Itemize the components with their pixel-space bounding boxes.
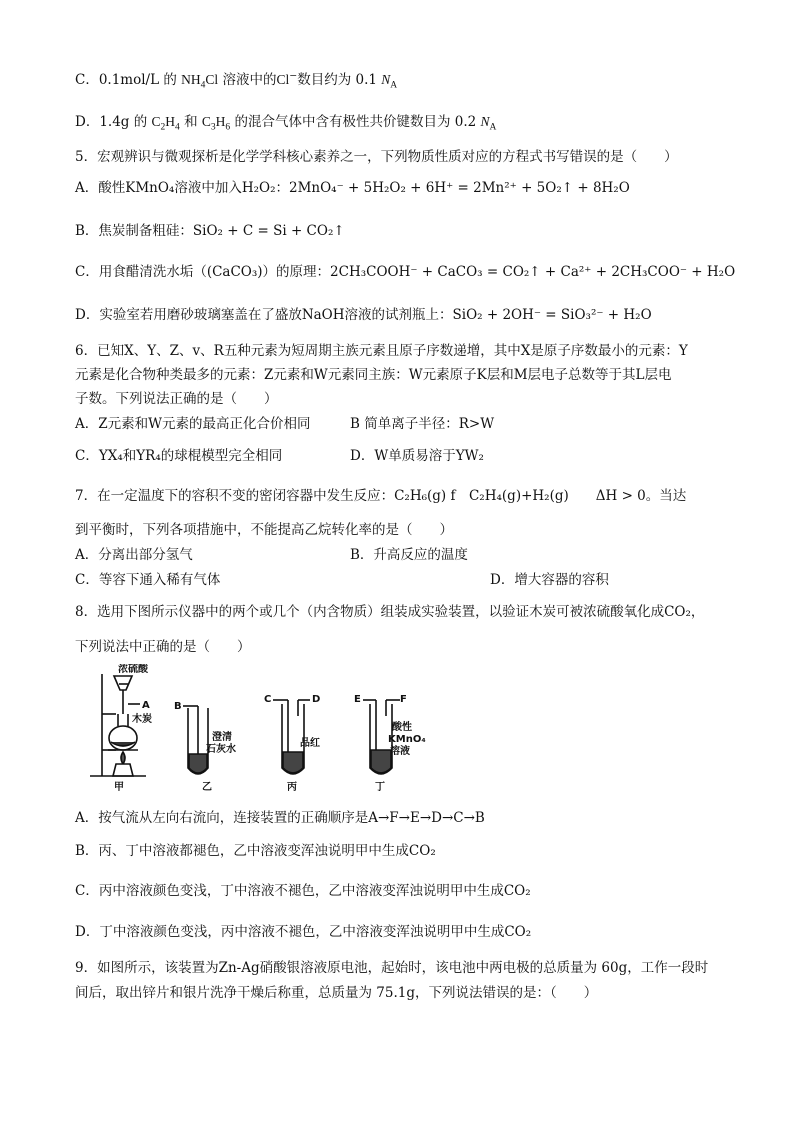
q8-stem-line1: 8．选用下图所示仪器中的两个或几个（内含物质）组装成实验装置，以验证木炭可被浓硫酸氧化成CO₂， bbox=[75, 604, 705, 620]
label-pinhong: 品红 bbox=[300, 738, 320, 749]
q6-option-d: D．W单质易溶于YW₂ bbox=[350, 448, 484, 464]
label-nongliusuan: 浓硫酸 bbox=[118, 664, 148, 675]
q9-stem-line2: 间后，取出锌片和银片洗净干燥后称重，总质量为 75.1g，下列说法错误的是：（ ） bbox=[75, 985, 598, 1001]
q7-option-a: A．分离出部分氢气 bbox=[75, 547, 193, 563]
q4-option-d: D．1.4g 的 $C_2H_4$ 和 $C_3H_6$ 的混合气体中含有极性共价键数目为 0.2 $N_A$ bbox=[75, 114, 497, 133]
q6-stem-line2: 元素是化合物种类最多的元素：Z元素和W元素同主族：W元素原子K层和M层电子总数等于其L层电 bbox=[75, 367, 672, 383]
label-kmno4: KMnO₄ bbox=[388, 734, 426, 745]
q5-option-d: D．实验室若用磨砂玻璃塞盖在了盛放NaOH溶液的试剂瓶上：SiO₂ + 2OH⁻ = SiO₃²⁻ + H₂O bbox=[75, 307, 652, 323]
q7-option-d: D．增大容器的容积 bbox=[490, 572, 609, 588]
label-jia: 甲 bbox=[114, 782, 124, 793]
q8-stem-line2: 下列说法中正确的是（ ） bbox=[75, 639, 251, 655]
q5-option-c: C．用食醋清洗水垢（(CaCO₃)）的原理：2CH₃COOH⁻ + CaCO₃ = CO₂↑ + Ca²⁺ + 2CH₃COO⁻ + H₂O bbox=[75, 264, 736, 280]
q8-option-a: A．按气流从左向右流向，连接装置的正确顺序是A→F→E→D→C→B bbox=[75, 810, 485, 826]
q4-option-c: C．0.1mol/L 的 $NH_4Cl$ 溶液中的Cl−数目约为 0.1 $N_A$ bbox=[75, 70, 398, 91]
label-f: F bbox=[400, 694, 407, 705]
q6-stem-line3: 子数。下列说法正确的是（ ） bbox=[75, 391, 278, 407]
q6-stem-line1: 6．已知X、Y、Z、v、R五种元素为短周期主族元素且原子序数递增，其中X是原子序数最小的元素：Y bbox=[75, 343, 688, 359]
q8-option-b: B．丙、丁中溶液都褪色，乙中溶液变浑浊说明甲中生成CO₂ bbox=[75, 843, 436, 859]
label-yi: 乙 bbox=[202, 782, 212, 793]
label-a: A bbox=[142, 700, 150, 711]
apparatus-figure bbox=[88, 664, 448, 794]
label-chengqing: 澄清 bbox=[212, 732, 232, 743]
q6-option-c: C．YX₄和YR₄的球棍模型完全相同 bbox=[75, 448, 283, 464]
q7-stem-line1: 7．在一定温度下的容积不变的密闭容器中发生反应：C₂H₆(g) f C₂H₄(g)+H₂(g) ΔH > 0。当达 bbox=[75, 488, 687, 504]
apparatus-bing bbox=[273, 700, 310, 774]
label-e: E bbox=[354, 694, 361, 705]
label-shihuishui: 石灰水 bbox=[206, 744, 236, 755]
q7-option-c: C．等容下通入稀有气体 bbox=[75, 572, 221, 588]
q6-option-b: B 简单离子半径：R>W bbox=[350, 416, 495, 432]
label-d: D bbox=[312, 694, 321, 705]
label-ding: 丁 bbox=[375, 782, 385, 793]
q7-stem-line2: 到平衡时，下列各项措施中，不能提高乙烷转化率的是（ ） bbox=[75, 522, 453, 538]
q7-option-b: B．升高反应的温度 bbox=[350, 547, 468, 563]
label-rongye: 溶液 bbox=[390, 746, 410, 757]
q5-option-a: A．酸性KMnO₄溶液中加入H₂O₂：2MnO₄⁻ + 5H₂O₂ + 6H⁺ = 2Mn²⁺ + 5O₂↑ + 8H₂O bbox=[75, 180, 630, 196]
label-suanxing: 酸性 bbox=[392, 722, 412, 733]
q5-stem: 5．宏观辨识与微观探析是化学学科核心素养之一，下列物质性质对应的方程式书写错误的是（ ） bbox=[75, 149, 678, 165]
label-bing: 丙 bbox=[287, 782, 297, 793]
q6-option-a: A．Z元素和W元素的最高正化合价相同 bbox=[75, 416, 311, 432]
label-mutan: 木炭 bbox=[132, 714, 152, 725]
apparatus-yi bbox=[183, 706, 208, 774]
q9-stem-line1: 9．如图所示，该装置为Zn-Ag硝酸银溶液原电池，起始时，该电池中两电极的总质量为 60g，工作一段时 bbox=[75, 960, 709, 976]
label-c: C bbox=[264, 694, 272, 705]
q8-option-c: C．丙中溶液颜色变浅，丁中溶液不褪色，乙中溶液变浑浊说明甲中生成CO₂ bbox=[75, 883, 531, 899]
label-b: B bbox=[174, 701, 182, 712]
q5-option-b: B．焦炭制备粗硅：SiO₂ + C = Si + CO₂↑ bbox=[75, 223, 345, 239]
apparatus-jia bbox=[90, 674, 146, 776]
q8-option-d: D．丁中溶液颜色变浅，丙中溶液不褪色，乙中溶液变浑浊说明甲中生成CO₂ bbox=[75, 924, 532, 940]
